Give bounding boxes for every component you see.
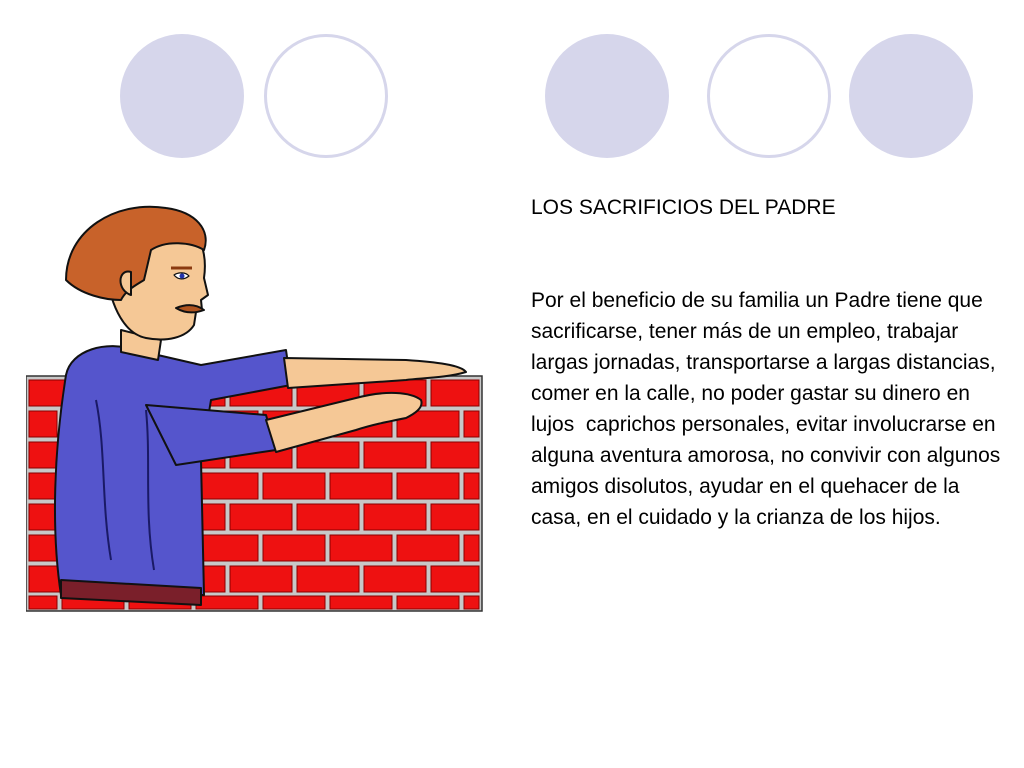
slide-title: LOS SACRIFICIOS DEL PADRE [531, 196, 836, 219]
decorative-circle [545, 34, 669, 158]
content-text [531, 192, 1007, 533]
slide-body: Por el beneficio de su familia un Padre tiene que sacrificarse, tener más de un empleo, trabajar largas jornadas, transportarse a largas distancias, comer en la calle, no poder gastar su dinero en lujos caprichos personales, evitar involucrarse en alguna aventura amorosa, no convivir con algunos amigos disolutos, ayudar en el quehacer de la casa, en el cuidado y la crianza de los hijos. [531, 289, 1007, 529]
man-leaning-on-brick-wall-icon [26, 200, 486, 615]
decorative-circle [264, 34, 388, 158]
decorative-circle [849, 34, 973, 158]
decorative-circle [707, 34, 831, 158]
decorative-circle [120, 34, 244, 158]
